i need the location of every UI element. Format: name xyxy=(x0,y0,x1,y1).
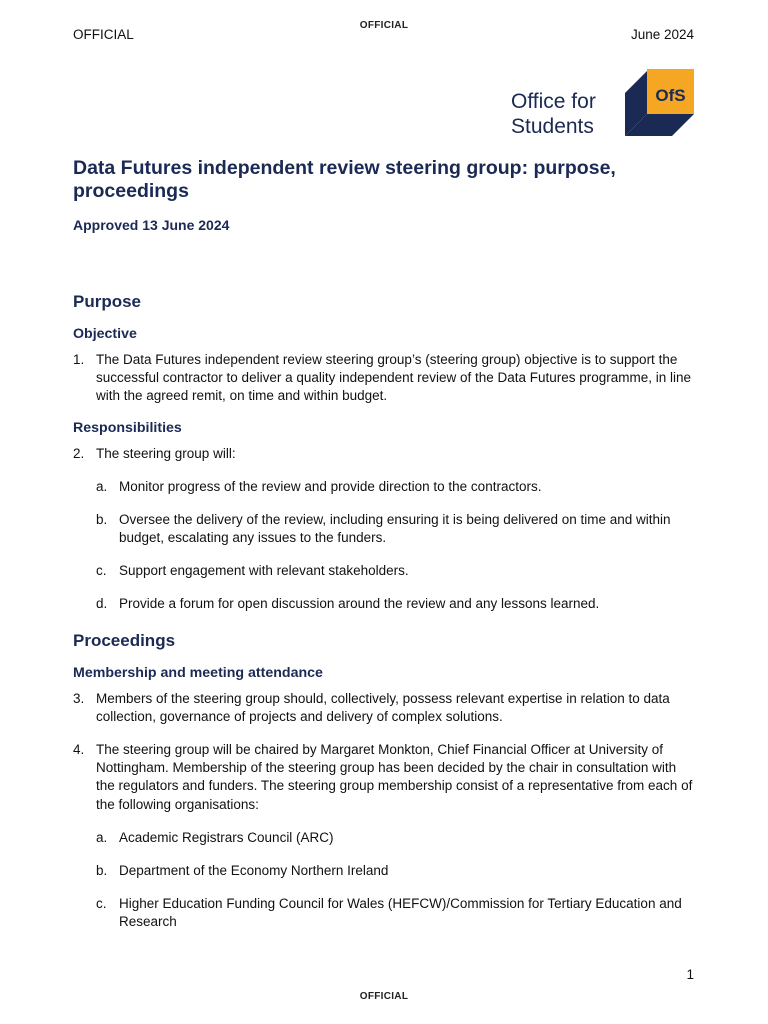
approval-date: Approved 13 June 2024 xyxy=(73,217,230,233)
list-item-text: Academic Registrars Council (ARC) xyxy=(119,830,334,845)
list-item-text: Oversee the delivery of the review, including ensuring it is being delivered on time and within budget, escalating any issues to the funders. xyxy=(119,512,671,546)
list-item-letter: c. xyxy=(96,563,107,578)
security-marking-bottom: OFFICIAL xyxy=(359,991,409,1002)
list-item-letter: d. xyxy=(96,596,108,611)
list-item-letter: b. xyxy=(96,512,108,527)
list-item-letter: b. xyxy=(96,863,108,878)
ofs-logo xyxy=(510,69,696,137)
list-item-letter: a. xyxy=(96,830,108,845)
subheading-responsibilities: Responsibilities xyxy=(73,420,182,436)
logo-line-1: Office for xyxy=(511,90,596,113)
logo-wordmark xyxy=(511,89,596,139)
document-title: Data Futures independent review steering group: purpose, proceedings xyxy=(73,157,616,202)
paragraph-number: 1. xyxy=(73,352,85,367)
section-heading-proceedings: Proceedings xyxy=(73,631,176,650)
subheading-objective: Objective xyxy=(73,326,137,342)
paragraph-number: 4. xyxy=(73,742,85,757)
list-item-text: Provide a forum for open discussion around the review and any lessons learned. xyxy=(119,596,600,611)
list-item-letter: a. xyxy=(96,479,108,494)
section-heading-purpose: Purpose xyxy=(73,292,142,311)
ofs-logo-mark-icon xyxy=(623,69,695,136)
list-item-letter: c. xyxy=(96,896,107,911)
logo-mark-text: OfS xyxy=(655,86,686,105)
list-item-text: Monitor progress of the review and provide direction to the contractors. xyxy=(119,479,542,494)
header-classification: OFFICIAL xyxy=(73,27,134,42)
paragraph-text: The Data Futures independent review steering group’s (steering group) objective is to support the successful contractor to deliver a quality independent review of the Data Futures programme, in line with the agreed remit, on time and within budget. xyxy=(96,352,692,404)
subheading-membership: Membership and meeting attendance xyxy=(73,665,323,681)
paragraph-number: 3. xyxy=(73,691,85,706)
paragraph-number: 2. xyxy=(73,446,85,461)
paragraph-text: The steering group will: xyxy=(96,446,236,461)
list-item-text: Higher Education Funding Council for Wales (HEFCW)/Commission for Tertiary Education and Research xyxy=(119,896,682,930)
page-number: 1 xyxy=(686,967,694,982)
paragraph-text: Members of the steering group should, collectively, possess relevant expertise in relation to data collection, governance of projects and delivery of complex solutions. xyxy=(96,691,670,725)
paragraph-text: The steering group will be chaired by Margaret Monkton, Chief Financial Officer at University of Nottingham. Membership of the steering group has been decided by the chair in consultation with the regulators and funders. The steering group membership consist of a representative from each of the following organisations: xyxy=(96,742,693,812)
security-marking-top: OFFICIAL xyxy=(359,20,409,31)
list-item-text: Department of the Economy Northern Ireland xyxy=(119,863,389,878)
list-item-text: Support engagement with relevant stakeholders. xyxy=(119,563,409,578)
header-date: June 2024 xyxy=(630,27,694,42)
logo-line-2: Students xyxy=(511,115,594,138)
